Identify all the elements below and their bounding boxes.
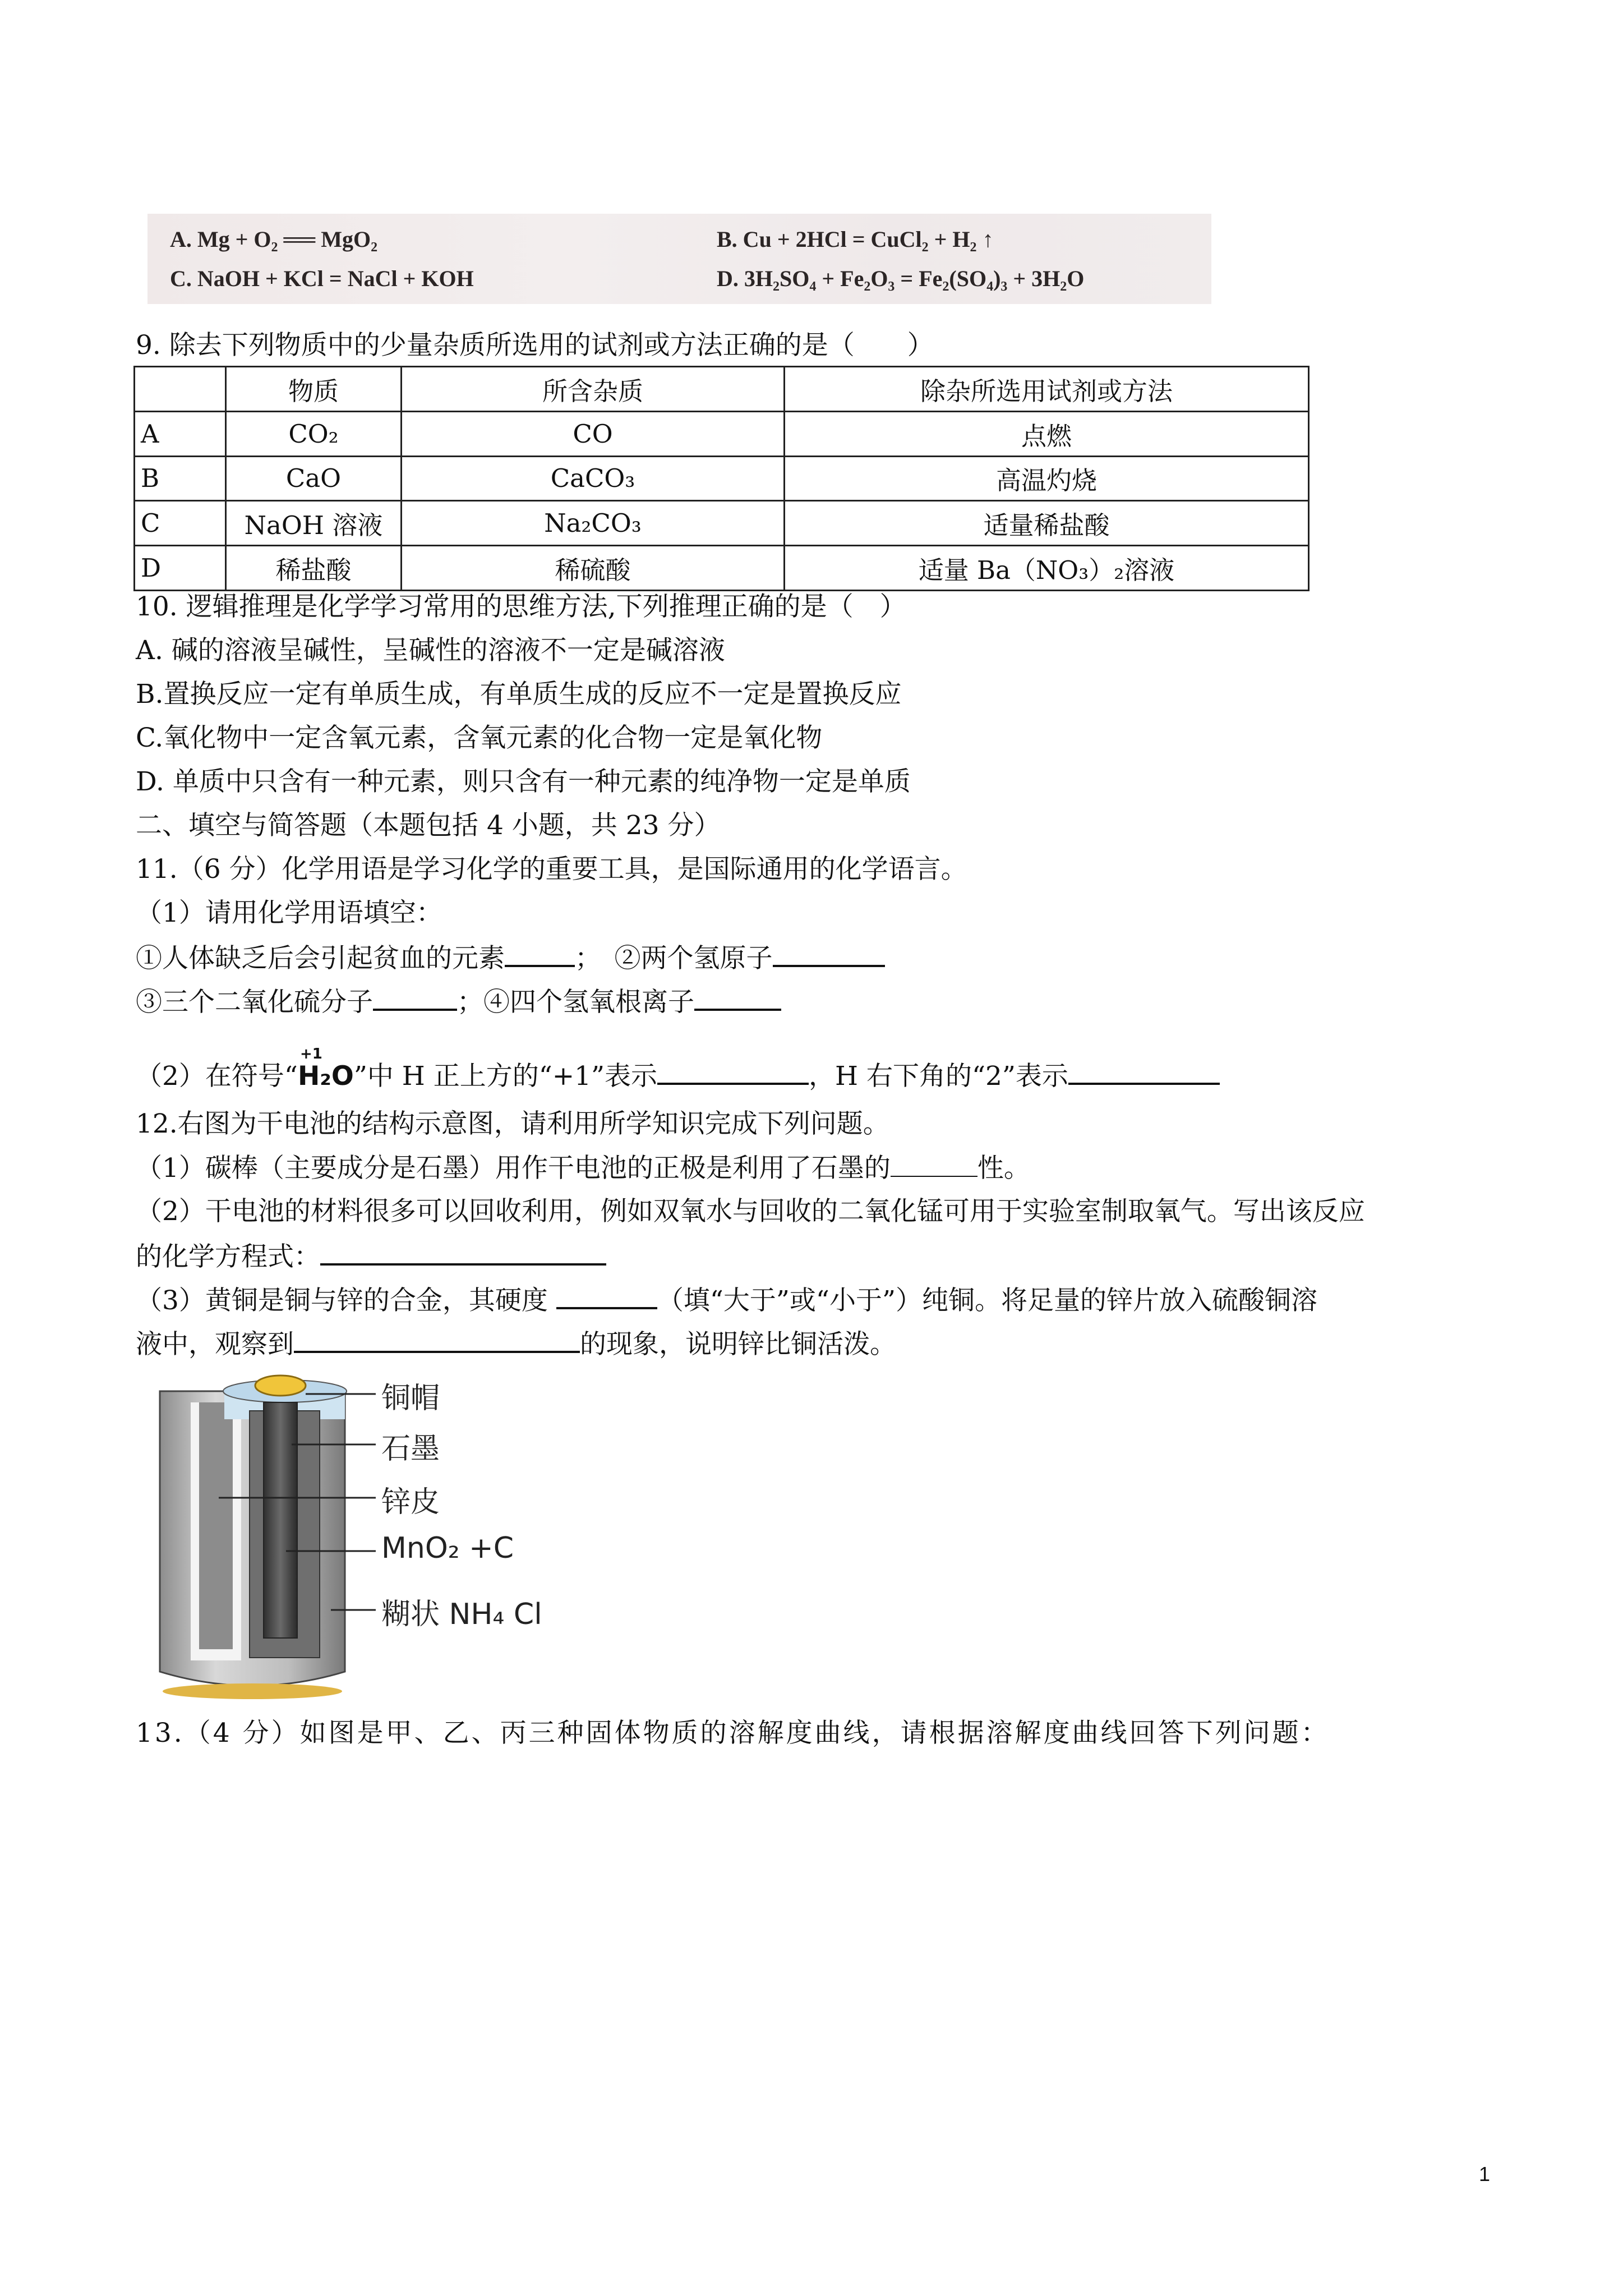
row-label: D [135,546,226,591]
section-heading: 二、填空与简答题（本题包括 4 小题，共 23 分） [136,810,721,841]
q11-row-1 [136,940,885,976]
table-row [135,411,1309,456]
table-header-cell: 所含杂质 [402,367,785,412]
q10-stem: 10. 逻辑推理是化学学习常用的思维方法,下列推理正确的是（ ） [136,591,906,622]
row-label: B [135,456,226,501]
answer-blank[interactable] [556,1282,657,1309]
label-nh4cl: 糊状 NH₄ Cl [381,1598,542,1631]
impurity-cell: Na₂CO₃ [402,501,785,546]
substance-cell: 稀盐酸 [226,546,402,591]
label-zinc-shell: 锌皮 [381,1485,440,1519]
method-cell: 适量 Ba（NO₃）₂溶液 [785,546,1309,591]
water-symbol [297,1046,354,1093]
table-row [135,546,1309,591]
answer-blank[interactable] [773,940,885,967]
table-row [135,501,1309,546]
equation-c: C. NaOH + KCl = NaCl + KOH [170,266,474,291]
label-mno2: MnO₂ +C [381,1531,514,1565]
formula: H₂O [297,1061,354,1092]
impurity-cell: CaCO₃ [402,456,785,501]
table-header-row [135,367,1309,412]
substance-cell: CO₂ [226,411,402,456]
q11-item3: ③三个二氧化硫分子 [136,987,373,1018]
dry-cell-diagram [157,1369,561,1700]
q11-item4: ④四个氢氧根离子 [483,987,694,1018]
equation-b: B. Cu + 2HCl = CuCl₂ + H₂ ↑ [717,227,994,252]
q11-item2: ②两个氢原子 [614,943,773,974]
separator: ； [457,987,483,1018]
answer-blank[interactable] [1068,1058,1220,1085]
equation-a: A. Mg + O₂ ══ MgO₂ [170,227,378,252]
q11-part2-text: （2）在符号“ [136,1061,298,1092]
q12-part2-line1: （2）干电池的材料很多可以回收利用，例如双氧水与回收的二氧化锰可用于实验室制取氧气。写出该反应 [136,1196,1365,1227]
table-header-cell: 物质 [226,367,402,412]
method-cell: 点燃 [785,411,1309,456]
q11-part1: （1）请用化学用语填空： [136,898,442,928]
q9-stem: 9. 除去下列物质中的少量杂质所选用的试剂或方法正确的是（ ） [136,330,934,361]
q12-part2-text: 的化学方程式： [136,1241,320,1272]
substance-cell: NaOH 溶液 [226,501,402,546]
q11-part2-text: ”中 H 正上方的“+1”表示 [353,1061,658,1092]
q13-stem: 13.（4 分）如图是甲、乙、丙三种固体物质的溶解度曲线，请根据溶解度曲线回答下列问题： [136,1718,1330,1749]
q12-part3-text: （填“大于”或“小于”）纯铜。将足量的锌片放入硫酸铜溶 [657,1285,1317,1316]
method-cell: 高温灼烧 [785,456,1309,501]
answer-blank[interactable] [694,984,781,1011]
equation-d: D. 3H₂SO₄ + Fe₂O₃ = Fe₂(SO₄)₃ + 3H₂O [717,266,1085,291]
row-label: C [135,501,226,546]
row-label: A [135,411,226,456]
q11-row-2 [136,984,781,1019]
table-header-cell [135,367,226,412]
table-row [135,456,1309,501]
impurity-cell: 稀硫酸 [402,546,785,591]
q10-option-d: D. 单质中只含有一种元素，则只含有一种元素的纯净物一定是单质 [136,766,911,797]
equation-options-image [147,214,1211,304]
answer-blank[interactable] [505,940,575,967]
q12-part1-text: 性。 [977,1153,1030,1184]
answer-blank[interactable] [891,1151,978,1177]
label-graphite: 石墨 [381,1432,440,1466]
label-copper-cap: 铜帽 [381,1382,440,1415]
impurity-cell: CO [402,411,785,456]
q11-stem: 11.（6 分）化学用语是学习化学的重要工具，是国际通用的化学语言。 [136,854,967,885]
answer-blank[interactable] [320,1239,606,1266]
charge-label: +1 [299,1046,322,1062]
q12-part1-text: （1）碳棒（主要成分是石墨）用作干电池的正极是利用了石墨的 [136,1153,891,1184]
q10-option-b: B.置换反应一定有单质生成，有单质生成的反应不一定是置换反应 [136,679,902,710]
table-header-cell: 除杂所选用试剂或方法 [785,367,1309,412]
substance-cell: CaO [226,456,402,501]
purification-table [133,366,1310,591]
page-number: 1 [1478,2162,1490,2185]
q12-part3-text: （3）黄铜是铜与锌的合金，其硬度 [136,1285,548,1316]
q12-part3-line2 [136,1326,896,1361]
q10-option-c: C.氧化物中一定含氧元素，含氧元素的化合物一定是氧化物 [136,723,823,753]
q12-stem: 12.右图为干电池的结构示意图，请利用所学知识完成下列问题。 [136,1108,889,1139]
answer-blank[interactable] [373,984,457,1011]
q12-part3-text: 的现象，说明锌比铜活泼。 [580,1329,896,1360]
q12-part1 [136,1151,1030,1185]
answer-blank[interactable] [657,1058,809,1085]
q11-part2-text: ，H 右下角的“2”表示 [809,1061,1068,1092]
q12-part3-text: 液中，观察到 [136,1329,294,1360]
method-cell: 适量稀盐酸 [785,501,1309,546]
q11-part2 [136,1046,1220,1093]
q10-option-a: A. 碱的溶液呈碱性，呈碱性的溶液不一定是碱溶液 [136,635,725,666]
answer-blank[interactable] [294,1326,580,1353]
separator: ； [575,943,588,974]
q11-item1: ①人体缺乏后会引起贫血的元素 [136,943,505,974]
q12-part2-line2 [136,1239,606,1274]
q12-part3-line1 [136,1282,1317,1318]
